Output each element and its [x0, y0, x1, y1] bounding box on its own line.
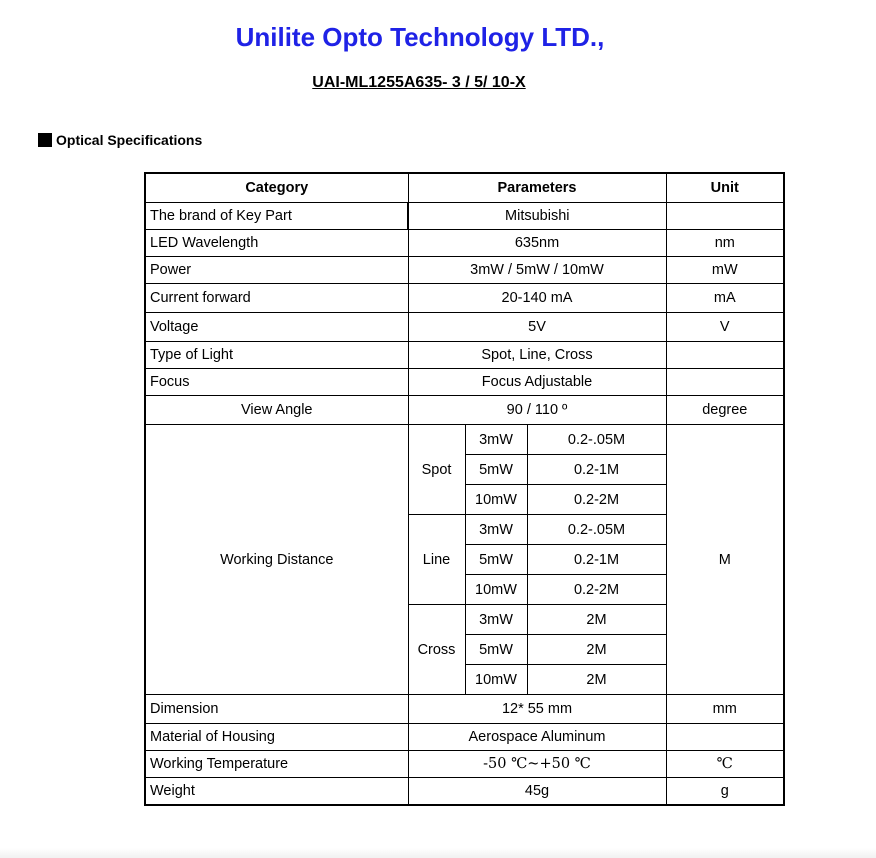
- power-cell: 10mW: [465, 665, 527, 695]
- distance-cell: 0.2-1M: [527, 455, 666, 485]
- header-unit: Unit: [666, 173, 784, 203]
- distance-cell: 0.2-.05M: [527, 515, 666, 545]
- table-row: [145, 369, 784, 396]
- row-parameter: 12* 55 mm: [408, 695, 666, 724]
- table-row: [145, 203, 784, 230]
- table-row: [145, 751, 784, 778]
- working-distance-unit: M: [666, 425, 784, 695]
- table-row: [145, 342, 784, 369]
- row-unit: mW: [666, 257, 784, 284]
- row-parameter: -50 ℃~+50 ℃: [408, 751, 666, 778]
- row-category: View Angle: [145, 396, 408, 425]
- page-bottom-shade: [0, 848, 876, 858]
- row-category: Current forward: [145, 284, 408, 313]
- row-category: Dimension: [145, 695, 408, 724]
- row-category: Focus: [145, 369, 408, 396]
- distance-cell: 2M: [527, 665, 666, 695]
- header-parameters: Parameters: [408, 173, 666, 203]
- header-category: Category: [145, 173, 408, 203]
- distance-cell: 0.2-1M: [527, 545, 666, 575]
- distance-cell: 2M: [527, 635, 666, 665]
- table-row: [145, 724, 784, 751]
- table-row: [145, 396, 784, 425]
- black-square-icon: [38, 133, 52, 147]
- row-parameter: Spot, Line, Cross: [408, 342, 666, 369]
- row-category: Type of Light: [145, 342, 408, 369]
- row-unit: [666, 342, 784, 369]
- row-parameter: Focus Adjustable: [408, 369, 666, 396]
- row-category: Voltage: [145, 313, 408, 342]
- row-unit: mm: [666, 695, 784, 724]
- power-cell: 3mW: [465, 425, 527, 455]
- row-parameter: 5V: [408, 313, 666, 342]
- power-cell: 5mW: [465, 455, 527, 485]
- working-distance-label: Working Distance: [145, 425, 408, 695]
- row-parameter: 45g: [408, 778, 666, 806]
- distance-cell: 0.2-2M: [527, 485, 666, 515]
- row-parameter: 3mW / 5mW / 10mW: [408, 257, 666, 284]
- table-header-row: [145, 173, 784, 203]
- row-category: Weight: [145, 778, 408, 806]
- table-row: [145, 695, 784, 724]
- row-parameter: 635nm: [408, 230, 666, 257]
- light-type-cross: Cross: [408, 605, 465, 695]
- row-unit: g: [666, 778, 784, 806]
- distance-cell: 2M: [527, 605, 666, 635]
- optical-spec-table: [144, 172, 785, 806]
- row-parameter: Aerospace Aluminum: [408, 724, 666, 751]
- light-type-line: Line: [408, 515, 465, 605]
- power-cell: 3mW: [465, 515, 527, 545]
- row-unit: [666, 203, 784, 230]
- table-row: [145, 425, 784, 455]
- row-category: Power: [145, 257, 408, 284]
- power-cell: 5mW: [465, 545, 527, 575]
- company-title: Unilite Opto Technology LTD.,: [235, 22, 605, 52]
- row-category: Working Temperature: [145, 751, 408, 778]
- row-unit: [666, 724, 784, 751]
- table-row: [145, 284, 784, 313]
- row-unit: [666, 369, 784, 396]
- section-heading: [38, 132, 202, 148]
- row-unit: degree: [666, 396, 784, 425]
- distance-cell: 0.2-.05M: [527, 425, 666, 455]
- row-parameter: Mitsubishi: [408, 203, 666, 230]
- power-cell: 5mW: [465, 635, 527, 665]
- model-number: UAI-ML1255A635- 3 / 5/ 10-X: [312, 74, 526, 91]
- power-cell: 3mW: [465, 605, 527, 635]
- row-unit: V: [666, 313, 784, 342]
- row-parameter: 20-140 mA: [408, 284, 666, 313]
- table-row: [145, 778, 784, 806]
- distance-cell: 0.2-2M: [527, 575, 666, 605]
- power-cell: 10mW: [465, 575, 527, 605]
- row-unit: ℃: [666, 751, 784, 778]
- row-category: Material of Housing: [145, 724, 408, 751]
- light-type-spot: Spot: [408, 425, 465, 515]
- row-unit: mA: [666, 284, 784, 313]
- row-category: LED Wavelength: [145, 230, 408, 257]
- row-category: The brand of Key Part: [145, 203, 408, 230]
- section-title: Optical Specifications: [56, 132, 203, 148]
- table-row: [145, 257, 784, 284]
- table-row: [145, 313, 784, 342]
- power-cell: 10mW: [465, 485, 527, 515]
- row-unit: nm: [666, 230, 784, 257]
- row-parameter: 90 / 110 º: [408, 396, 666, 425]
- table-row: [145, 230, 784, 257]
